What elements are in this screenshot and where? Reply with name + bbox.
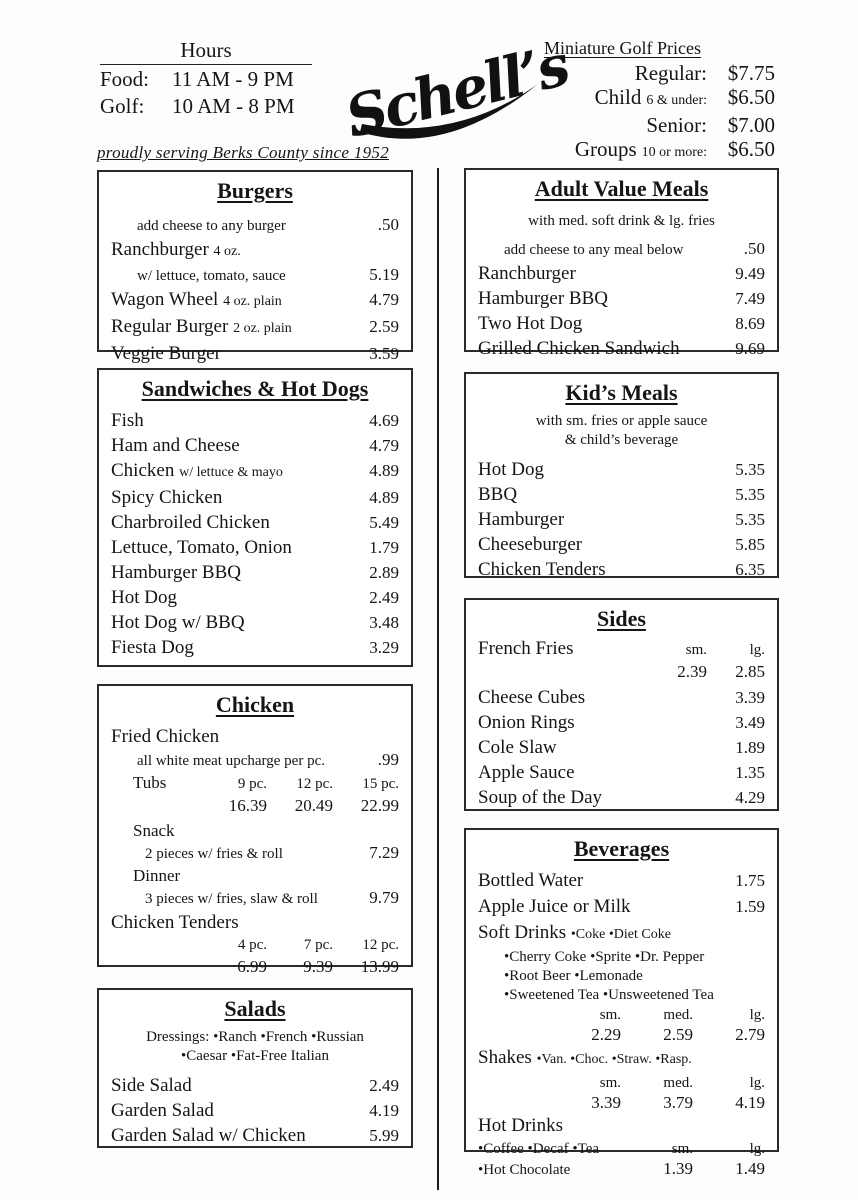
hours-line (100, 94, 312, 119)
menu-item-row (111, 510, 399, 535)
item-name: Apple Sauce (478, 762, 575, 783)
price-grid-row (111, 795, 399, 816)
item-price: 4.79 (369, 436, 399, 455)
menu-item-row (478, 532, 765, 557)
menu-section-burgers (97, 170, 413, 364)
item-price: 9.69 (735, 339, 765, 358)
price-cell: 9.39 (303, 957, 333, 976)
menu-text-row (111, 1047, 399, 1066)
item-price: 1.75 (735, 871, 765, 890)
item-price: 3.48 (369, 613, 399, 632)
item-price: 4.89 (369, 488, 399, 507)
section-rows (111, 724, 399, 977)
size-header: lg. (749, 1075, 765, 1091)
menu-text-row (111, 842, 399, 865)
item-price: 8.69 (735, 314, 765, 333)
item-name: Veggie Burger (111, 343, 221, 364)
item-detail: 2 pieces w/ fries & roll (145, 846, 283, 862)
menu-text-row (111, 214, 399, 237)
item-detail: •Cherry Coke •Sprite •Dr. Pepper (504, 949, 705, 965)
item-name: Fish (111, 410, 144, 431)
item-price: 1.79 (369, 538, 399, 557)
item-name: Fried Chicken (111, 726, 220, 747)
menu-section-kids-meals (464, 372, 779, 578)
section-note: Dinner (133, 866, 181, 885)
item-price: .50 (377, 215, 399, 234)
menu-item-row (111, 585, 399, 610)
item-detail: •Sweetened Tea •Unsweetened Tea (504, 987, 714, 1003)
price-grid-row (478, 661, 765, 682)
price-cell: 1.39 (663, 1159, 693, 1178)
section-title: Burgers (217, 178, 293, 203)
menu-item-row (478, 1045, 765, 1073)
price-cell: 20.49 (294, 796, 333, 815)
item-price: 4.89 (369, 461, 399, 480)
item-name: Ranchburger (478, 263, 576, 284)
item-price: .50 (743, 239, 765, 258)
item-price: 1.59 (735, 897, 765, 916)
item-qualifier: •Van. •Choc. •Straw. •Rasp. (536, 1052, 692, 1067)
section-title: Sides (597, 606, 646, 631)
menu-item-row (111, 458, 399, 485)
golf-label: Child (594, 85, 642, 109)
menu-item-row (111, 1123, 399, 1148)
menu-text-row (478, 212, 765, 231)
item-price: 2.59 (369, 317, 399, 336)
item-price: .99 (377, 750, 399, 769)
golf-value: $6.50 (727, 137, 775, 161)
price-grid-row (111, 772, 399, 795)
menu-text-row (111, 749, 399, 772)
golf-price-line (520, 137, 775, 165)
item-price: 2.49 (369, 588, 399, 607)
menu-text-row (111, 865, 399, 887)
item-name: Garden Salad w/ Chicken (111, 1125, 306, 1146)
price-cell: 6.99 (237, 957, 267, 976)
item-name: Soup of the Day (478, 787, 603, 808)
menu-item-row (478, 894, 765, 920)
price-grid-row (111, 956, 399, 977)
menu-item-row (478, 868, 765, 894)
item-name: Wagon Wheel 4 oz. plain (111, 289, 282, 310)
menu-text-row (478, 948, 765, 967)
size-header: 7 pc. (303, 937, 333, 953)
item-detail: add cheese to any meal below (504, 242, 684, 258)
item-name: Hot Dog w/ BBQ (111, 612, 245, 633)
section-note: Snack (133, 821, 175, 840)
menu-text-row (111, 887, 399, 910)
item-detail: add cheese to any burger (137, 218, 286, 234)
grid-label: Tubs (133, 773, 167, 792)
menu-item-row (111, 314, 399, 341)
item-price: 4.19 (369, 1101, 399, 1120)
item-price: 2.89 (369, 563, 399, 582)
menu-section-salads (97, 988, 413, 1148)
hours-line (100, 67, 312, 92)
menu-item-row (111, 535, 399, 560)
item-price: 6.35 (735, 560, 765, 579)
menu-item-row (111, 635, 399, 660)
item-price: 9.49 (735, 264, 765, 283)
menu-item-row (111, 560, 399, 585)
section-rows (478, 638, 765, 810)
item-name: BBQ (478, 484, 518, 505)
menu-item-row (111, 408, 399, 433)
item-name: Lettuce, Tomato, Onion (111, 537, 292, 558)
item-price: 4.69 (369, 411, 399, 430)
size-header: med. (663, 1007, 693, 1023)
item-name: Soft Drinks •Coke •Diet Coke (478, 922, 671, 943)
item-name: Cheese Cubes (478, 687, 586, 708)
grid-label: French Fries (478, 638, 574, 659)
price-grid-row (478, 1159, 765, 1180)
menu-item-row (478, 735, 765, 760)
item-price: 4.29 (735, 788, 765, 807)
item-name: Grilled Chicken Sandwich (478, 338, 680, 359)
price-cell: 3.39 (591, 1093, 621, 1112)
menu-item-row (111, 287, 399, 314)
golf-label: Regular: (634, 61, 707, 85)
menu-item-row (111, 1073, 399, 1098)
item-name: Fiesta Dog (111, 637, 194, 658)
price-cell: 2.39 (677, 662, 707, 681)
size-header: sm. (599, 1007, 621, 1023)
item-name: Hamburger BBQ (478, 288, 608, 309)
logo-text: Schell’s (339, 31, 574, 152)
hours-block (100, 38, 312, 119)
menu-item-row (478, 311, 765, 336)
grid-label: •Hot Chocolate (478, 1162, 571, 1178)
price-cell: 4.19 (735, 1093, 765, 1112)
item-name: Spicy Chicken (111, 487, 223, 508)
item-qualifier: w/ lettuce & mayo (179, 465, 283, 480)
menu-item-row (111, 1098, 399, 1123)
menu-item-row (111, 433, 399, 458)
item-name: Hamburger BBQ (111, 562, 241, 583)
item-price: 5.35 (735, 485, 765, 504)
menu-item-row (478, 457, 765, 482)
golf-value: $7.75 (727, 61, 775, 85)
section-title: Salads (224, 996, 286, 1021)
item-price: 3.49 (735, 713, 765, 732)
menu-item-row (478, 685, 765, 710)
menu-text-row (478, 967, 765, 986)
section-title: Chicken (215, 692, 295, 717)
size-header: sm. (685, 642, 707, 658)
golf-label: Senior: (646, 113, 707, 137)
item-name: Shakes •Van. •Choc. •Straw. •Rasp. (478, 1047, 692, 1068)
item-name: Chicken Tenders (111, 912, 239, 933)
hours-title: Hours (100, 38, 312, 65)
section-rows (111, 210, 399, 366)
golf-price-line (520, 61, 775, 85)
price-grid-row (478, 1093, 765, 1113)
section-title: Adult Value Meals (534, 176, 709, 201)
menu-text-row (478, 431, 765, 450)
menu-section-beverages (464, 828, 779, 1178)
price-cell: 3.79 (663, 1093, 693, 1112)
item-detail: 3 pieces w/ fries, slaw & roll (145, 891, 318, 907)
size-header: lg. (749, 642, 765, 658)
section-note: with med. soft drink & lg. fries (528, 213, 715, 229)
menu-text-row (111, 1028, 399, 1047)
golf-prices-title: Miniature Golf Prices (544, 38, 701, 58)
item-name: Ham and Cheese (111, 435, 240, 456)
item-price: 5.35 (735, 510, 765, 529)
hours-value: 11 AM - 9 PM (172, 67, 294, 91)
golf-value: $7.00 (727, 113, 775, 137)
item-price: 5.19 (369, 265, 399, 284)
price-cell: 2.29 (591, 1025, 621, 1044)
item-qualifier: 2 oz. plain (233, 321, 292, 336)
menu-item-row (111, 341, 399, 366)
item-qualifier: 4 oz. plain (223, 294, 282, 309)
section-rows (478, 208, 765, 361)
price-grid-row (478, 1005, 765, 1025)
item-qualifier: •Coke •Diet Coke (570, 927, 671, 942)
item-price: 1.89 (735, 738, 765, 757)
item-name: Garden Salad (111, 1100, 214, 1121)
menu-item-row (478, 785, 765, 810)
item-name: Hot Drinks (478, 1115, 563, 1136)
size-header: sm. (671, 1141, 693, 1157)
size-header: lg. (749, 1007, 765, 1023)
item-name: Charbroiled Chicken (111, 512, 270, 533)
golf-value: $6.50 (727, 85, 775, 109)
price-grid-row (478, 1025, 765, 1045)
menu-item-row (478, 710, 765, 735)
price-cell: 13.99 (360, 957, 399, 976)
price-grid-row (111, 935, 399, 956)
golf-prices-block (520, 38, 775, 165)
item-price: 3.29 (369, 638, 399, 657)
item-name: Ranchburger 4 oz. (111, 239, 241, 260)
menu-item-row (478, 920, 765, 948)
item-price: 2.49 (369, 1076, 399, 1095)
section-title: Kid’s Meals (565, 380, 678, 405)
hours-label: Food: (100, 67, 150, 91)
column-divider (437, 168, 439, 1190)
item-price: 4.79 (369, 290, 399, 309)
menu-item-row (111, 610, 399, 635)
golf-note: 10 or more: (641, 145, 707, 160)
item-name: Hot Dog (478, 459, 544, 480)
item-price: 3.39 (735, 688, 765, 707)
size-header: lg. (749, 1141, 765, 1157)
item-name: Hot Dog (111, 587, 177, 608)
menu-item-row (111, 485, 399, 510)
section-rows (478, 868, 765, 1180)
golf-note: 6 & under: (646, 93, 707, 108)
menu-section-sandwiches-hot-dogs (97, 368, 413, 667)
item-name: Cheeseburger (478, 534, 583, 555)
section-title: Sandwiches & Hot Dogs (141, 376, 369, 401)
item-name: Side Salad (111, 1075, 192, 1096)
menu-item-row (478, 507, 765, 532)
hours-label: Golf: (100, 94, 145, 118)
item-price: 7.49 (735, 289, 765, 308)
menu-item-row (478, 336, 765, 361)
price-cell: 2.59 (663, 1025, 693, 1044)
menu-item-row (478, 760, 765, 785)
menu-item-row (478, 1113, 765, 1139)
item-name: Bottled Water (478, 870, 584, 891)
golf-label: Groups (574, 137, 637, 161)
size-header: 12 pc. (296, 776, 333, 792)
price-cell: 22.99 (360, 796, 399, 815)
menu-text-row (111, 820, 399, 842)
menu-text-row (478, 238, 765, 261)
section-note: & child’s beverage (564, 432, 679, 448)
menu-text-row (478, 986, 765, 1005)
size-header: 12 pc. (362, 937, 399, 953)
item-price: 1.35 (735, 763, 765, 782)
size-header: 9 pc. (237, 776, 267, 792)
item-qualifier: 4 oz. (213, 244, 241, 259)
item-name: Chicken Tenders (478, 559, 606, 580)
item-price: 9.79 (369, 888, 399, 907)
grid-label: •Coffee •Decaf •Tea (478, 1141, 600, 1157)
menu-item-row (478, 286, 765, 311)
menu-item-row (478, 557, 765, 582)
menu-text-row (478, 412, 765, 431)
hours-value: 10 AM - 8 PM (172, 94, 295, 118)
section-note: with sm. fries or apple sauce (535, 413, 708, 429)
section-note: Dressings: •Ranch •French •Russian (146, 1029, 364, 1045)
golf-price-line (520, 85, 775, 113)
price-grid-row (478, 638, 765, 661)
price-cell: 16.39 (228, 796, 267, 815)
price-grid-row (478, 1073, 765, 1093)
size-header: 15 pc. (362, 776, 399, 792)
item-name: Regular Burger 2 oz. plain (111, 316, 292, 337)
menu-section-chicken (97, 684, 413, 976)
size-header: 4 pc. (237, 937, 267, 953)
menu-item-row (478, 482, 765, 507)
section-note: •Caesar •Fat-Free Italian (181, 1048, 329, 1064)
section-rows (111, 1028, 399, 1148)
price-grid-row (478, 1139, 765, 1159)
item-detail: •Root Beer •Lemonade (504, 968, 643, 984)
item-name: Apple Juice or Milk (478, 896, 631, 917)
item-name: Cole Slaw (478, 737, 557, 758)
size-header: med. (663, 1075, 693, 1091)
section-rows (111, 408, 399, 660)
menu-section-sides (464, 598, 779, 811)
item-detail: all white meat upcharge per pc. (137, 753, 325, 769)
section-title: Beverages (573, 836, 670, 861)
price-cell: 2.79 (735, 1025, 765, 1044)
menu-item-row (111, 237, 399, 264)
menu-text-row (111, 264, 399, 287)
item-name: Two Hot Dog (478, 313, 583, 334)
golf-price-line (520, 113, 775, 137)
section-rows (478, 412, 765, 582)
item-name: Hamburger (478, 509, 565, 530)
item-name: Chicken w/ lettuce & mayo (111, 460, 283, 481)
item-price: 5.49 (369, 513, 399, 532)
item-name: Onion Rings (478, 712, 575, 733)
menu-item-row (111, 724, 399, 749)
item-detail: w/ lettuce, tomato, sauce (137, 268, 286, 284)
price-cell: 2.85 (735, 662, 765, 681)
menu-item-row (111, 910, 399, 935)
size-header: sm. (599, 1075, 621, 1091)
menu-item-row (478, 261, 765, 286)
menu-section-adult-value-meals (464, 168, 779, 359)
price-cell: 1.49 (735, 1159, 765, 1178)
item-price: 5.85 (735, 535, 765, 554)
item-price: 3.59 (369, 344, 399, 363)
item-price: 5.35 (735, 460, 765, 479)
tagline: proudly serving Berks County since 1952 (97, 143, 389, 162)
item-price: 5.99 (369, 1126, 399, 1145)
item-price: 7.29 (369, 843, 399, 862)
